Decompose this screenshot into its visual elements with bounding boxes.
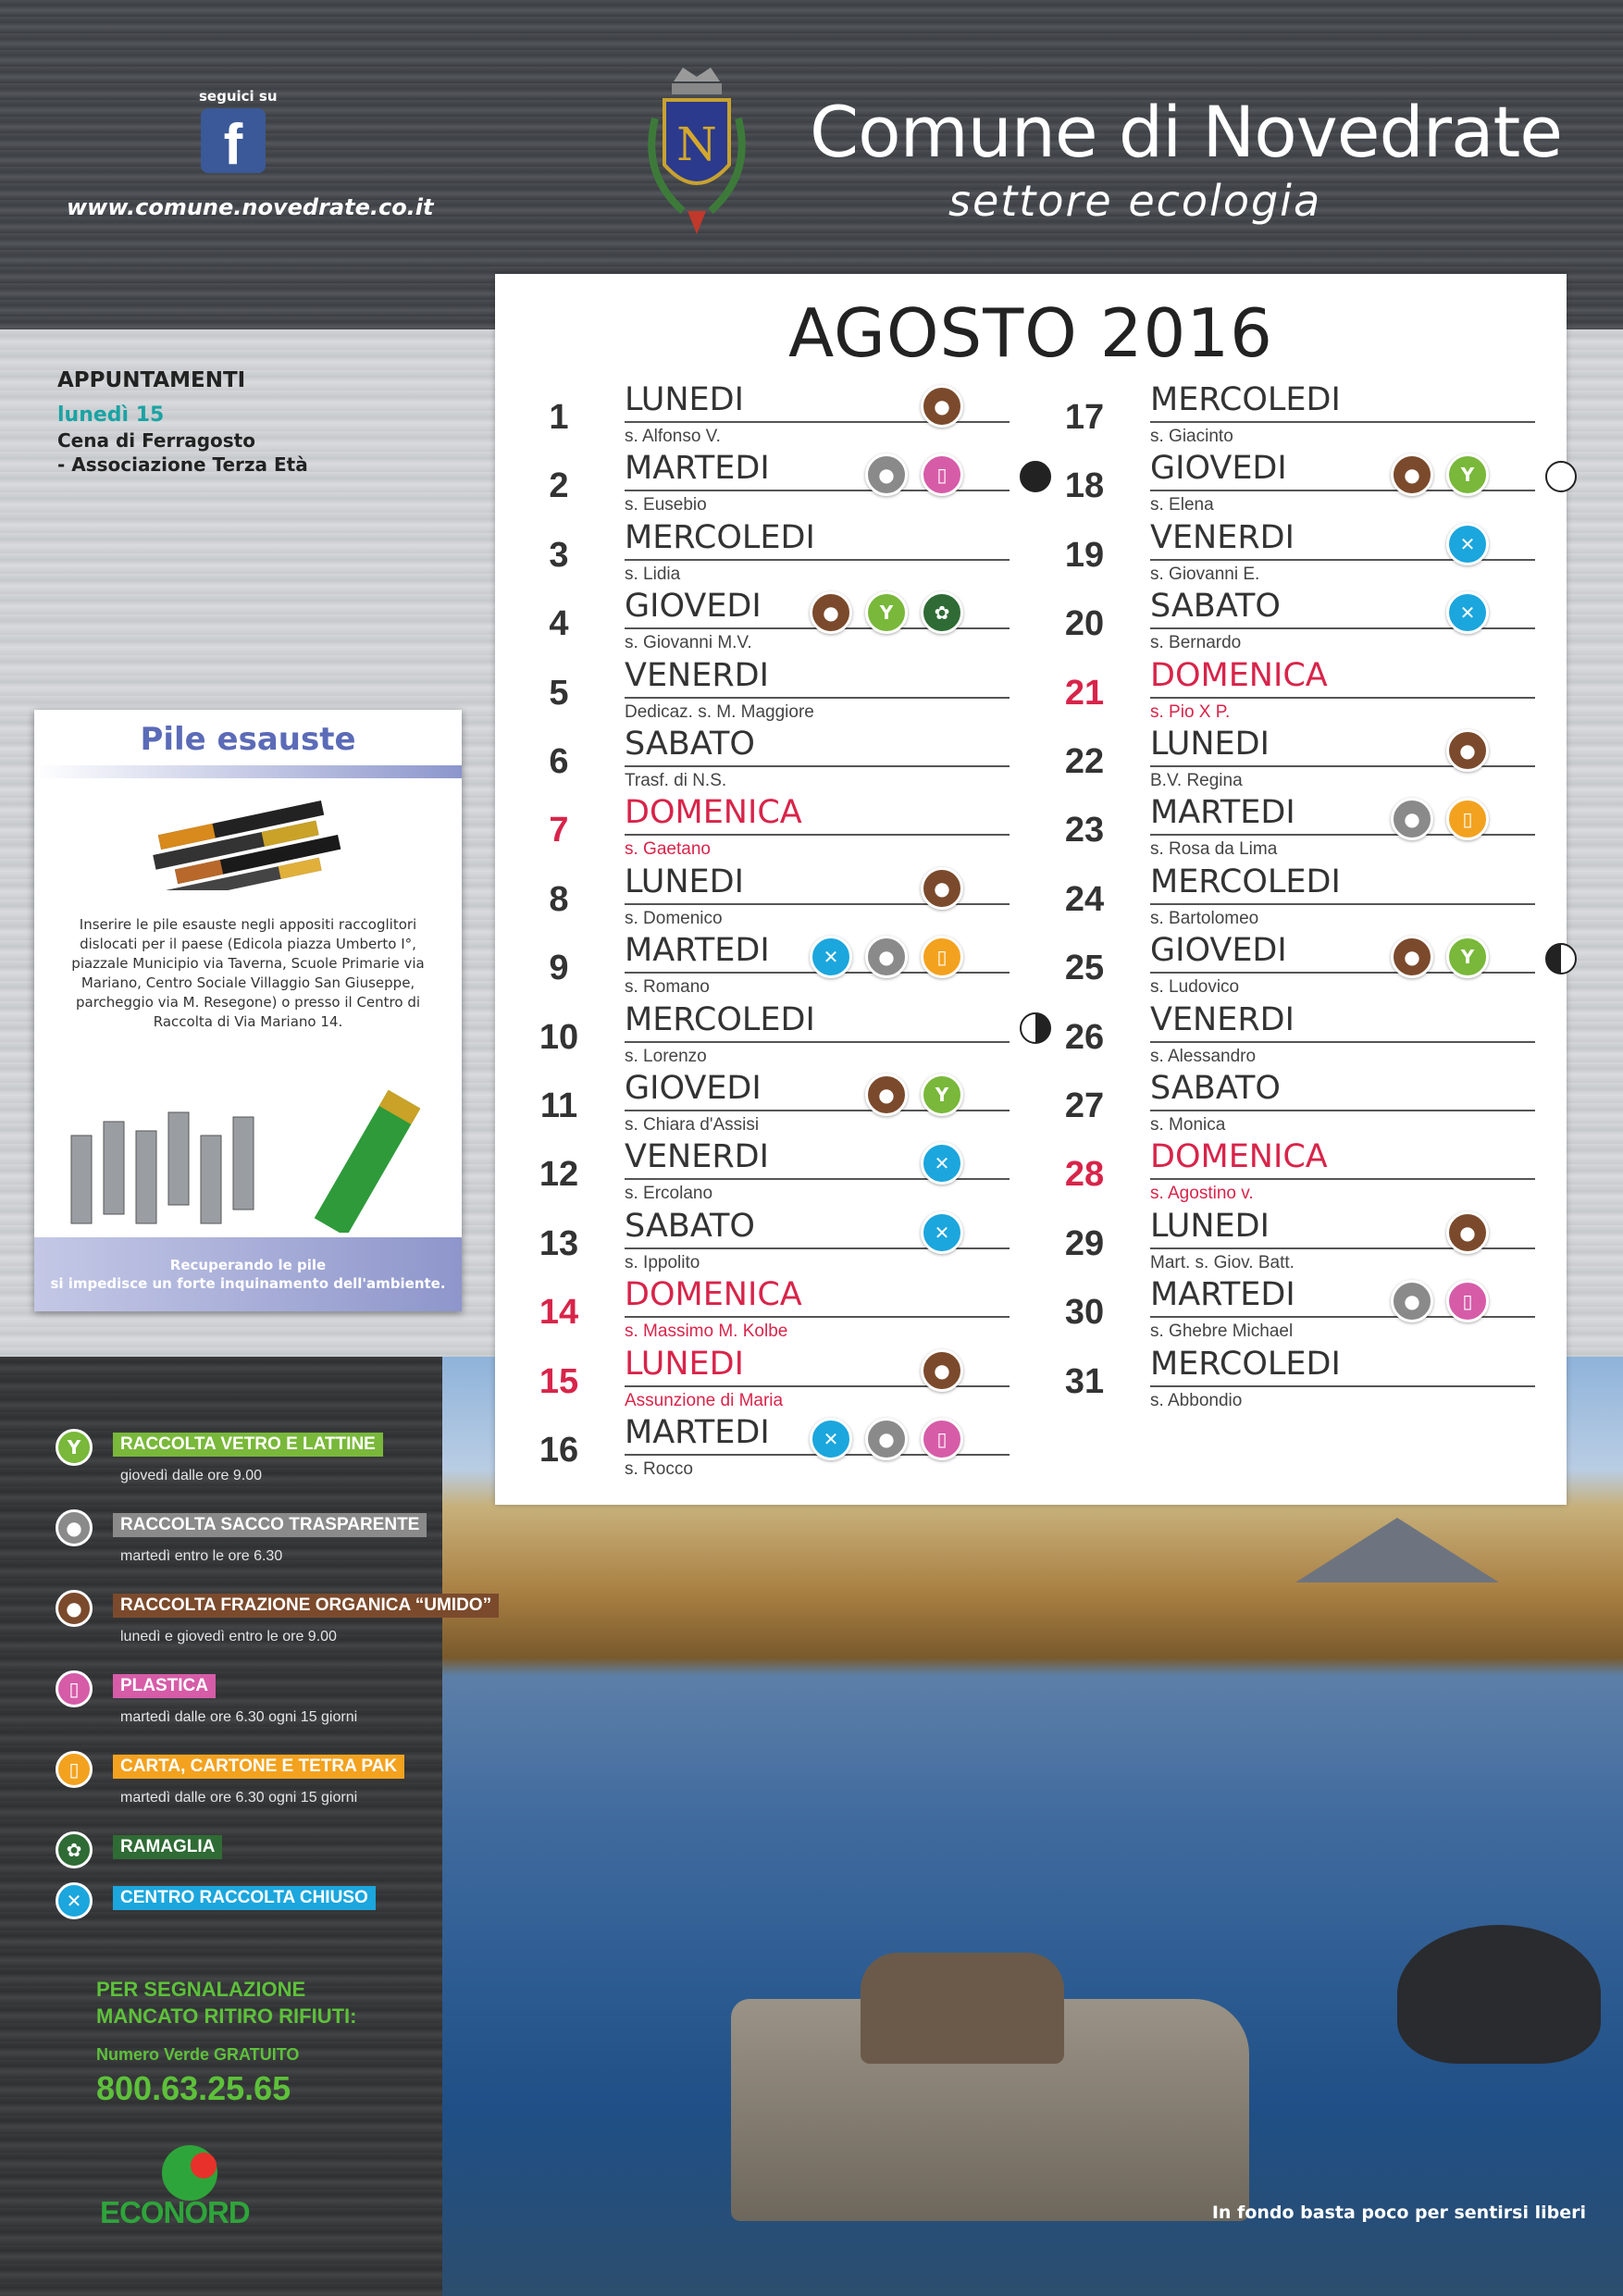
calendar-day (1058, 381, 1539, 450)
day-saint: Assunzione di Maria (625, 1390, 784, 1410)
day-name: VENERDI (625, 656, 769, 694)
day-name: VENERDI (625, 1138, 769, 1176)
day-name: LUNEDI (1150, 726, 1270, 763)
umido-icon: ● (865, 1074, 908, 1116)
day-number: 14 (539, 1293, 579, 1333)
plastica-icon: ▯ (921, 1418, 963, 1460)
backpack-shape (1397, 1925, 1601, 2064)
umido-icon: ● (56, 1590, 93, 1627)
plastica-icon: ▯ (921, 453, 963, 496)
day-name: GIOVEDI (1150, 450, 1287, 488)
calendar-day (1058, 1138, 1539, 1207)
umido-icon: ● (921, 1349, 963, 1392)
calendar-day (532, 1276, 1013, 1345)
umido-icon: ● (1446, 729, 1489, 772)
day-name: LUNEDI (1150, 1207, 1270, 1245)
day-number: 8 (549, 879, 569, 919)
calendar-day (1058, 1070, 1539, 1138)
page-title: Comune di Novedrate (810, 91, 1563, 173)
appointment-line: Cena di Ferragosto (57, 429, 255, 452)
umido-icon: ● (1391, 453, 1433, 496)
sacco-icon: ● (1391, 798, 1433, 840)
day-divider (1150, 697, 1535, 699)
calendar-day (1058, 519, 1539, 588)
day-number: 11 (539, 1086, 578, 1125)
umido-icon: ● (1446, 1211, 1489, 1254)
day-number: 20 (1064, 604, 1105, 644)
calendar-day (532, 932, 1013, 1000)
facebook-icon[interactable]: f (201, 108, 266, 173)
vetro-icon: Y (1446, 453, 1489, 496)
day-divider (625, 559, 1010, 561)
legend-schedule: martedì dalle ore 6.30 ogni 15 giorni (120, 1709, 358, 1725)
day-number: 15 (539, 1361, 579, 1401)
day-saint: s. Bernardo (1150, 633, 1242, 653)
day-number: 13 (539, 1223, 579, 1263)
day-saint: s. Ghebre Michael (1150, 1322, 1294, 1342)
day-name: MARTEDI (1150, 1276, 1295, 1314)
batteries-footer-line: Recuperando le pile (169, 1257, 327, 1273)
calendar-day (1058, 657, 1539, 726)
day-number: 23 (1064, 811, 1105, 850)
sacco-icon: ● (1391, 1280, 1433, 1322)
day-divider (1150, 1041, 1535, 1043)
day-saint: Trasf. di N.S. (625, 771, 727, 790)
batteries-title: Pile esauste (140, 721, 356, 758)
day-name: DOMENICA (625, 794, 802, 832)
calendar-day (1058, 450, 1539, 518)
day-number: 19 (1064, 535, 1105, 575)
calendar-day (532, 726, 1013, 794)
day-number: 1 (549, 398, 569, 437)
day-name: MERCOLEDI (1150, 863, 1341, 900)
day-number: 12 (539, 1155, 579, 1195)
carta-icon: ▯ (1446, 798, 1489, 840)
moon-phase-last-icon (1545, 943, 1577, 974)
day-saint: s. Rocco (625, 1459, 693, 1479)
day-saint: s. Elena (1150, 495, 1214, 515)
legend-schedule: giovedì dalle ore 9.00 (120, 1468, 262, 1483)
legend-label: PLASTICA (113, 1674, 216, 1698)
day-saint: s. Romano (625, 977, 710, 998)
day-divider (1150, 1110, 1535, 1111)
day-name: GIOVEDI (625, 588, 762, 626)
day-saint: s. Ludovico (1150, 977, 1240, 998)
day-saint: s. Gaetano (625, 839, 711, 860)
day-divider (625, 834, 1010, 836)
report-heading (96, 1976, 357, 2029)
town-crest-icon (637, 63, 757, 239)
chiuso-icon: ✕ (1446, 523, 1489, 565)
plastica-icon: ▯ (56, 1670, 93, 1707)
day-divider (1150, 1385, 1535, 1387)
day-divider (1150, 1178, 1535, 1180)
carta-icon: ▯ (56, 1751, 93, 1788)
svg-text:N: N (676, 118, 717, 171)
calendar-day (1058, 1276, 1539, 1345)
legend-label: CENTRO RACCOLTA CHIUSO (113, 1886, 376, 1910)
vetro-icon: Y (56, 1429, 93, 1466)
plastica-icon: ▯ (1446, 1280, 1489, 1322)
day-number: 2 (549, 466, 569, 506)
batteries-title-bar (34, 765, 462, 778)
day-name: VENERDI (1150, 1000, 1295, 1038)
umido-icon: ● (1391, 936, 1433, 978)
day-number: 5 (549, 673, 569, 713)
ramaglia-icon: ✿ (921, 591, 963, 634)
day-name: LUNEDI (625, 381, 744, 418)
calendar-day (1058, 588, 1539, 656)
batteries-footer (34, 1237, 462, 1311)
photo-caption: In fondo basta poco per sentirsi liberi (1211, 2203, 1586, 2223)
day-number: 9 (549, 949, 569, 988)
legend-label: RACCOLTA VETRO E LATTINE (113, 1433, 383, 1457)
calendar-day (532, 588, 1013, 656)
day-saint: s. Abbondio (1150, 1390, 1243, 1410)
calendar-day (532, 1001, 1013, 1070)
calendar-card (495, 274, 1567, 1505)
legend-schedule: lunedì e giovedì entro le ore 9.00 (120, 1629, 337, 1644)
calendar-day (532, 1070, 1013, 1138)
day-divider (625, 1316, 1010, 1318)
umido-icon: ● (810, 591, 852, 634)
day-name: SABATO (1150, 1070, 1281, 1107)
website-link[interactable]: www.comune.novedrate.co.it (67, 194, 434, 220)
calendar-day (1058, 932, 1539, 1000)
day-name: GIOVEDI (625, 1070, 762, 1107)
chiuso-icon: ✕ (921, 1142, 963, 1185)
day-number: 16 (539, 1431, 579, 1470)
chiuso-icon: ✕ (810, 1418, 852, 1460)
calendar-day (532, 381, 1013, 450)
moon-phase-first-icon (1020, 1012, 1051, 1044)
econord-logo-text: ECONORD (100, 2195, 250, 2229)
follow-label: seguici su (199, 88, 278, 105)
day-name: MARTEDI (625, 1414, 770, 1451)
calendar-day (1058, 726, 1539, 794)
vetro-icon: Y (1446, 936, 1489, 978)
boots-shape (861, 1953, 1064, 2064)
vetro-icon: Y (921, 1074, 963, 1116)
day-saint: s. Rosa da Lima (1150, 839, 1278, 860)
day-saint: s. Agostino v. (1150, 1184, 1254, 1204)
day-name: SABATO (625, 1207, 755, 1245)
day-name: SABATO (625, 726, 755, 763)
legend-label: RACCOLTA FRAZIONE ORGANICA “UMIDO” (113, 1594, 499, 1618)
day-saint: s. Alfonso V. (625, 427, 721, 446)
calendar-day (532, 1138, 1013, 1207)
chiuso-icon: ✕ (921, 1211, 963, 1254)
vetro-icon: Y (865, 591, 908, 634)
day-name: DOMENICA (1150, 1138, 1328, 1176)
page-subtitle: settore ecologia (948, 176, 1322, 226)
day-saint: s. Chiara d'Assisi (625, 1115, 760, 1135)
day-saint: s. Monica (1150, 1115, 1226, 1135)
sacco-icon: ● (865, 936, 908, 978)
day-divider (625, 765, 1010, 767)
day-name: MARTEDI (1150, 794, 1295, 832)
legend-label: RACCOLTA SACCO TRASPARENTE (113, 1513, 427, 1537)
day-name: DOMENICA (1150, 656, 1328, 694)
day-name: MERCOLEDI (625, 1000, 815, 1038)
day-name: SABATO (1150, 588, 1281, 626)
day-number: 27 (1064, 1086, 1105, 1125)
day-number: 26 (1064, 1017, 1105, 1057)
calendar-day (532, 657, 1013, 726)
toll-free-label: Numero Verde GRATUITO (96, 2045, 300, 2064)
legend-label: CARTA, CARTONE E TETRA PAK (113, 1755, 404, 1779)
day-number: 30 (1064, 1293, 1105, 1333)
calendar-day (532, 1346, 1013, 1414)
day-saint: s. Giovanni E. (1150, 564, 1260, 584)
report-line: MANCATO RITIRO RIFIUTI: (96, 2004, 357, 2028)
calendar-title: AGOSTO 2016 (788, 294, 1273, 372)
calendar-day (532, 1414, 1013, 1483)
day-number: 3 (549, 535, 569, 575)
day-saint: s. Eusebio (625, 495, 707, 515)
moon-phase-new-icon (1020, 461, 1051, 492)
sacco-icon: ● (865, 453, 908, 496)
legend-schedule: martedì dalle ore 6.30 ogni 15 giorni (120, 1790, 358, 1806)
umido-icon: ● (921, 385, 963, 428)
day-number: 31 (1064, 1361, 1105, 1401)
day-saint: s. Ercolano (625, 1184, 713, 1204)
day-number: 24 (1064, 879, 1105, 919)
day-saint: B.V. Regina (1150, 771, 1243, 790)
day-saint: s. Pio X P. (1150, 701, 1231, 722)
appointment-date: lunedì 15 (57, 403, 165, 427)
day-divider (625, 697, 1010, 699)
day-divider (1150, 903, 1535, 905)
day-saint: s. Ippolito (625, 1252, 700, 1272)
phone-number[interactable]: 800.63.25.65 (96, 2069, 291, 2107)
ramaglia-icon: ✿ (56, 1831, 93, 1868)
day-saint: s. Domenico (625, 908, 723, 928)
calendar-day (1058, 1208, 1539, 1276)
day-number: 25 (1064, 949, 1105, 988)
calendar-day (532, 450, 1013, 518)
carta-icon: ▯ (921, 936, 963, 978)
report-line: PER SEGNALAZIONE (96, 1978, 306, 2001)
calendar-day (532, 794, 1013, 863)
day-name: MERCOLEDI (625, 518, 815, 556)
day-name: MARTEDI (625, 450, 770, 488)
day-saint: s. Giacinto (1150, 427, 1233, 446)
day-number: 28 (1064, 1155, 1105, 1195)
batteries-footer-line: si impedisce un forte inquinamento dell'ambiente. (50, 1275, 446, 1292)
day-saint: s. Lidia (625, 564, 681, 584)
day-number: 17 (1064, 398, 1105, 437)
day-name: MERCOLEDI (1150, 381, 1341, 418)
day-number: 22 (1064, 742, 1105, 781)
day-saint: Mart. s. Giov. Batt. (1150, 1252, 1295, 1272)
chiuso-icon: ✕ (1446, 591, 1489, 634)
day-saint: s. Alessandro (1150, 1046, 1257, 1066)
appointment-line: - Associazione Terza Età (57, 453, 308, 476)
batteries-box (34, 710, 462, 1311)
chiuso-icon: ✕ (810, 936, 852, 978)
day-saint: s. Giovanni M.V. (625, 633, 752, 653)
appointments-heading: APPUNTAMENTI (57, 368, 246, 392)
day-name: LUNEDI (625, 1345, 744, 1383)
day-name: DOMENICA (625, 1276, 802, 1314)
day-name: VENERDI (1150, 518, 1295, 556)
mountain-shape (1295, 1518, 1499, 1582)
day-saint: Dedicaz. s. M. Maggiore (625, 701, 814, 722)
day-number: 18 (1064, 466, 1105, 506)
calendar-day (1058, 863, 1539, 932)
day-number: 29 (1064, 1223, 1105, 1263)
chiuso-icon: ✕ (56, 1882, 93, 1919)
calendar-day (532, 863, 1013, 932)
day-saint: s. Bartolomeo (1150, 908, 1259, 928)
legend-schedule: martedì entro le ore 6.30 (120, 1548, 283, 1564)
day-number: 10 (539, 1017, 579, 1057)
day-name: LUNEDI (625, 863, 744, 900)
day-divider (625, 1041, 1010, 1043)
batteries-image (134, 798, 365, 890)
day-divider (1150, 421, 1535, 423)
sacco-icon: ● (865, 1418, 908, 1460)
day-name: MERCOLEDI (1150, 1345, 1341, 1383)
day-number: 6 (549, 742, 569, 781)
day-name: GIOVEDI (1150, 932, 1287, 970)
day-number: 7 (549, 811, 569, 850)
umido-icon: ● (921, 867, 963, 910)
day-number: 4 (549, 604, 569, 644)
batteries-text: Inserire le pile esauste negli appositi raccoglitori dislocati per il paese (Edicola piazza Umberto I°, piazzale Municipio via Taverna, Scuole Primarie via Mariano, Centro Sociale Villaggio San Giuseppe, parcheggio via M. Resegone) o presso il Centro di Raccolta di Via Mariano 14. (71, 916, 425, 1030)
calendar-day (532, 1208, 1013, 1276)
calendar-day (532, 519, 1013, 588)
day-number: 21 (1064, 673, 1105, 713)
calendar-day (1058, 794, 1539, 863)
day-saint: s. Lorenzo (625, 1046, 707, 1066)
day-name: MARTEDI (625, 932, 770, 970)
legend-label: RAMAGLIA (113, 1835, 222, 1859)
sacco-icon: ● (56, 1509, 93, 1546)
calendar-day (1058, 1001, 1539, 1070)
day-saint: s. Massimo M. Kolbe (625, 1322, 788, 1342)
batteries-image (62, 1080, 441, 1233)
calendar-day (1058, 1346, 1539, 1414)
